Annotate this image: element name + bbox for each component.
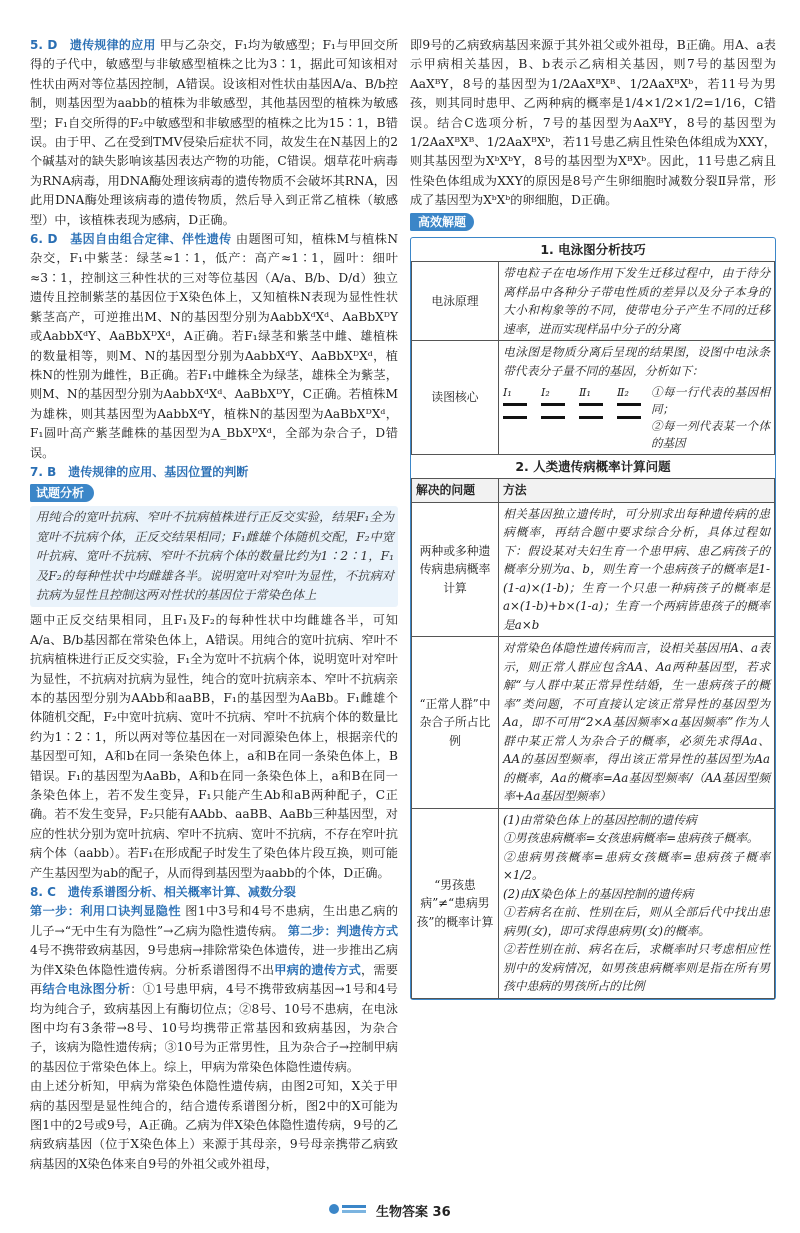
- row-text: 电泳图是物质分离后呈现的结果图，设图中电泳条带代表分子量不同的基因，分析如下：: [503, 345, 770, 378]
- row-text: 带电粒子在电场作用下发生迁移过程中，由于待分离样品中各种分子带电性质的差异以及分子本身的大小和构象等的不同，使带电分子产生不同的迁移速率，进而实现样品中分子的分离: [499, 262, 775, 341]
- gel-lane: [503, 384, 527, 419]
- header-cell: 解决的问题: [412, 479, 499, 503]
- table-row: [412, 341, 775, 455]
- row-cell: [499, 341, 775, 455]
- gel-note-1: ①每一行代表的基因相同；: [651, 385, 770, 417]
- lane-label: Ⅰ₁: [503, 386, 512, 400]
- q8-step2: 第二步：判遗传方式: [287, 923, 399, 938]
- section2-title: 2. 人类遗传病概率计算问题: [515, 459, 671, 475]
- analysis-box: 用纯合的宽叶抗病、窄叶不抗病植株进行正反交实验，结果F₁全为宽叶不抗病个体，正反交结果相同；F₁雌雄个体随机交配，F₂中宽叶抗病、宽叶不抗病、窄叶不抗病个体的数量比约为1∶2∶1，F₁及F₂的每种性状中均雌雄各半。说明宽叶对窄叶为显性，不抗病对抗病为显性且控制这两对性状的基因位于常染色体上: [30, 506, 398, 607]
- q7-heading: 7. B 遗传规律的应用、基因位置的判断: [30, 464, 249, 479]
- gel-note-2: ②每一列代表某一个体的基因: [651, 419, 770, 451]
- q8-heading: 8. C 遗传系谱图分析、相关概率计算、减数分裂: [30, 885, 296, 900]
- row-label: 两种或多种遗传病患病概率计算: [412, 502, 499, 637]
- q8-step2-hl1: 甲病的遗传方式: [274, 962, 362, 977]
- left-column: [30, 36, 398, 1174]
- table-row: [412, 262, 775, 341]
- analysis-tag: 试题分析: [30, 484, 94, 502]
- q6-heading: 6. D 基因自由组合定律、伴性遗传: [30, 232, 232, 247]
- row-text: 相关基因独立遗传时，可分别求出每种遗传病的患病概率，再结合题中要求综合分析，具体过程如下：假设某对夫妇生育一个患甲病、患乙病孩子的概率分别为a、b，则生育一个患病孩子的概率是1-(1-a)×(1-b)；生育一个只患一种病孩子的概率是a×(1-b)+b×(1-a)；生育一个两病皆患孩子的概率是a×b: [499, 502, 775, 637]
- q8-step2-text: 4号不携带致病基因，9号患病→排除常染色体遗传，进一步推出乙病为伴X染色体隐性遗传病。分析系谱图得不出: [30, 943, 398, 977]
- gel-lanes: [503, 384, 641, 419]
- lane-label: Ⅱ₁: [579, 386, 591, 400]
- gel-lane: [579, 384, 603, 419]
- section1-title: 1. 电泳图分析技巧: [540, 241, 646, 257]
- page-footer: [328, 1200, 468, 1220]
- q5-body: 甲与乙杂交，F₁均为敏感型；F₁与甲回交所得的子代中，敏感型与非敏感型植株之比为3∶1，据此可知该相对性状由两对等位基因控制，A错误。设该相对性状由基因A/a、B/b控制，则基因型为aabb的植株为非敏感型，其他基因型的植株为敏感型；F₁自交所得的F₂中敏感型和非敏感型的植株之比为15∶1，B错误。由于甲、乙在受到TMV侵染后症状不同，故发生在N基因上的2个碱基对的缺失影响该基因表达产物的功能，C错误。烟草花叶病毒为RNA病毒，用DNA酶处理该病毒的遗传物质不会破坏其RNA，因此用DNA酶处理该病毒的遗传物质，然后导入到正常乙植株（敏感型）中，该植株表现为感病，D正确。: [30, 38, 399, 227]
- table-row: [412, 502, 775, 637]
- lane-label: Ⅱ₂: [617, 386, 629, 400]
- header-cell: 方法: [499, 479, 775, 503]
- q8-body: 由上述分析知，甲病为常染色体隐性遗传病，由图2可知，X关于甲病的基因型是显性纯合的，结合遗传系谱图分析，图2中的X可能为图1中的2号或9号，A正确。乙病为伴X染色体隐性遗传病，9号的乙病致病基因（位于X染色体上）来源于其母亲，9号母亲携带乙病致病基因的X染色体来自9号的外祖父或外祖母，: [30, 1079, 398, 1171]
- table-header: [412, 479, 775, 503]
- q8-step2-end: ：①1号患甲病，4号不携带致病基因→1号和4号均为纯合子，致病基因上有酶切位点；②8号、10号不患病，在电泳图中均有3条带→8号、10号均携带正常基因和致病基因，为杂合子，该病为隐性遗传病；③10号为正常男性，且为杂合子→控制甲病的基因位于常染色体上。综上，甲病为常染色体隐性遗传病。: [30, 982, 398, 1074]
- question-6: [30, 230, 398, 463]
- tips-tag: 高效解题: [410, 213, 474, 231]
- question-5: [30, 36, 398, 230]
- q6-body: 由题图可知，植株M与植株N杂交，F₁中紫茎：绿茎≈1∶1，低产：高产≈1∶1，圆叶：细叶≈3∶1，控制这三种性状的三对等位基因（A/a、B/b、D/d）独立遗传且控制紫茎的基因位于X染色体上，又知植株N表现为显性性状紫茎高产，可逆推出M、N的基因型分别为AabbXᵈXᵈ、AaBbXᴰY或AabbXᵈY、AaBbXᴰXᵈ，A正确。若F₁绿茎和紫茎中雌、雄植株的数量相等，则M、N的基因型分别为AabbXᵈY、AaBbXᴰXᵈ，植株N的性别为雌性，B正确。若F₁中雌株全为绿茎，雄株全为紫茎，则M、N的基因型分别为AabbXᵈXᵈ、AaBbXᴰY，C正确。若植株M为雄株，则其基因型为AabbXᵈY，植株N的基因型为AaBbXᴰXᵈ，F₁圆叶高产紫茎雌株的基因型为A_BbXᴰXᵈ，全部为杂合子，D错误。: [30, 232, 398, 460]
- row-label: 电泳原理: [412, 262, 499, 341]
- q8-step1-text: 图1中3号和4号不患病，生出患乙病的儿子→“无中生有为隐性”→乙病为隐性遗传病。: [30, 904, 399, 938]
- tips-box: [410, 237, 776, 1000]
- question-8: [30, 883, 398, 1077]
- gel-figure: [503, 384, 770, 452]
- right-column: [410, 36, 776, 1000]
- q8-step1: 第一步：利用口诀判显隐性: [30, 904, 181, 919]
- question-7-head: [30, 463, 398, 482]
- electrophoresis-table: [411, 261, 775, 455]
- q8-continuation: 即9号的乙病致病基因来源于其外祖父或外祖母，B正确。用A、a表示甲病相关基因，B、b表示乙病相关基因，则7号的基因型为AaXᴮY，8号的基因型为1/2AaXᴮXᴮ、1/2AaXᴮXᵇ，若11号为男孩，则其同时患甲、乙两种病的概率是1/4×1/2×1/2=1/16，C错误。结合C选项分析，7号的基因型为AaXᴮY，8号的基因型为1/2AaXᴮXᴮ、1/2AaXᴮXᵇ，若11号患乙病且性染色体组成为XXY，则其基因型为XᵇXᵇY，8号的基因型为XᴮXᵇ。因此，11号患乙病且性染色体组成为XXY的原因是8号产生卵细胞时减数分裂Ⅱ异常，形成了基因型为XᵇXᵇ的卵细胞，D正确。: [410, 38, 776, 208]
- gel-lane: [541, 384, 565, 419]
- table-row: [412, 637, 775, 809]
- q5-heading: 5. D 遗传规律的应用: [30, 38, 156, 52]
- row-text: (1)由常染色体上的基因控制的遗传病 ①男孩患病概率=女孩患病概率=患病孩子概率。 ②患病男孩概率=患病女孩概率=患病孩子概率×1/2。 (2)由X染色体上的基因控制的遗传病 ①若病名在前、性别在后，则从全部后代中找出患病男(女)，即可求得患病男(女)的概率。 ②若性别在前、病名在后，求概率时只考虑相应性别中的发病情况，如男孩患病概率则是指在所有男孩中患病的男孩所占的比例: [499, 808, 775, 998]
- brand-logo-icon: [328, 1202, 368, 1216]
- gel-lane: [617, 384, 641, 419]
- page-number: 生物答案 36: [376, 1205, 451, 1220]
- row-label: “男孩患病”≠“患病男孩”的概率计算: [412, 808, 499, 998]
- row-label: “正常人群”中杂合子所占比例: [412, 637, 499, 809]
- probability-table: [411, 478, 775, 999]
- row-text: 对常染色体隐性遗传病而言，设相关基因用A、a表示，则正常人群应包含AA、Aa两种基因型，若求解“与人群中某正常异性结婚，生一患病孩子的概率”类问题，不可直接认定该正常异性的基因型为Aa，即不可用“2×A基因频率×a基因频率”作为人群中某正常人为杂合子的概率，必须先求得Aa、AA的基因型频率，得出该正常异性的基因型为Aa的概率，Aa的概率=Aa基因型频率/（AA基因型频率+Aa基因型频率）: [499, 637, 775, 809]
- q8-step2-hl2: 结合电泳图分析: [42, 982, 131, 997]
- q8-step2-mid: ，需要再: [30, 962, 398, 997]
- q7-body: 题中正反交结果相同，且F₁及F₂的每种性状中均雌雄各半，可知A/a、B/b基因都在常染色体上，A错误。用纯合的宽叶抗病、窄叶不抗病植株进行正反交实验，F₁全为宽叶不抗病个体，说明宽叶对窄叶为显性，不抗病对抗病为显性，纯合的宽叶抗病亲本、窄叶不抗病亲本的基因型分别为AAbb和aaBB，F₁的基因型为AaBb。F₁雌雄个体随机交配，F₂中宽叶抗病、宽叶不抗病、窄叶不抗病个体的数量比约为1∶2∶1，所以两对等位基因在一对同源染色体上，根据亲代的基因型可知，A和b在同一条染色体上，a和B在同一条染色体上，B错误。F₁的基因型为AaBb，A和b在同一条染色体上，a和B在同一条染色体上，若不发生变异，F₁只能产生Ab和aB两种配子，C正确。若不发生变异，F₂只能有AAbb、aaBB、AaBb三种基因型，对应的性状分别为宽叶抗病、窄叶不抗病、宽叶不抗病，不存在窄叶抗病个体（aabb）。若F₁在形成配子时发生了染色体片段互换，则可能产生基因型为ab的配子，从而得到基因型为aabb的个体，D正确。: [30, 613, 398, 880]
- table-row: [412, 808, 775, 998]
- lane-label: Ⅰ₂: [541, 386, 550, 400]
- row-label: 读图核心: [412, 341, 499, 455]
- gel-notes: [651, 384, 770, 452]
